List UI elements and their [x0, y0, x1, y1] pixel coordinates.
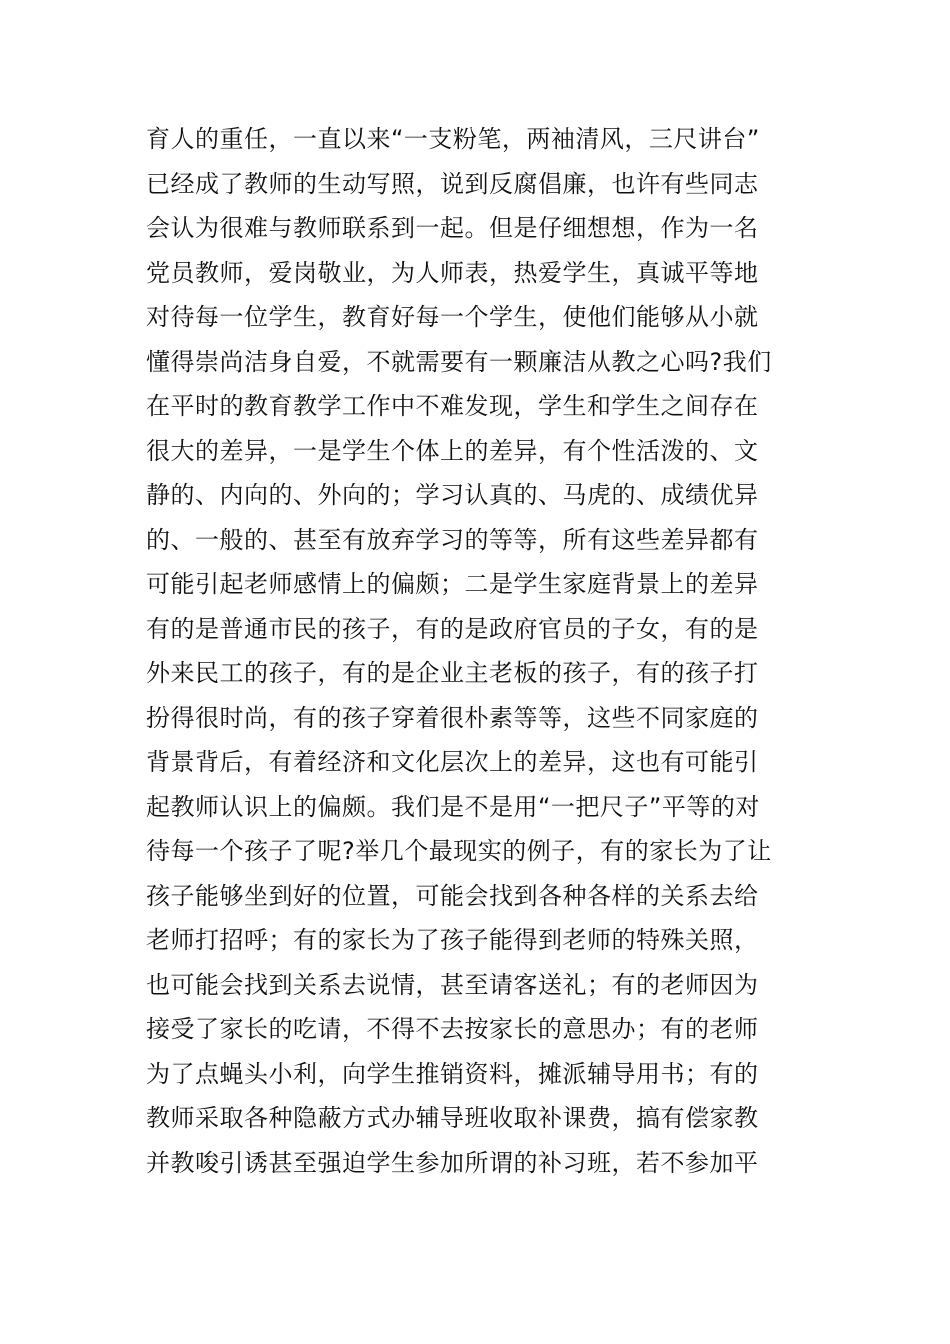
text-line-12: 有的是普通市民的孩子，有的是政府官员的子女，有的是	[146, 614, 759, 643]
text-line-4: 党员教师，爱岗敬业，为人师表，热爱学生，真诚平等地	[146, 258, 759, 287]
text-line-7: 在平时的教育教学工作中不难发现，学生和学生之间存在	[146, 392, 759, 420]
text-line-8: 很大的差异，一是学生个体上的差异，有个性活泼的、文	[146, 436, 759, 465]
text-line-15: 背景背后，有着经济和文化层次上的差异，这也有可能引	[146, 748, 759, 776]
body-paragraph	[146, 117, 816, 1185]
text-line-13: 外来民工的孩子，有的是企业主老板的孩子，有的孩子打	[146, 659, 759, 687]
text-line-19: 老师打招呼；有的家长为了孩子能得到老师的特殊关照，	[146, 926, 759, 954]
text-line-1: 育人的重任，一直以来“一支粉笔，两袖清风，三尺讲台”	[146, 125, 760, 153]
text-line-18: 孩子能够坐到好的位置，可能会找到各种各样的关系去给	[146, 881, 759, 910]
text-line-3: 会认为很难与教师联系到一起。但是仔细想想，作为一名	[146, 214, 759, 242]
text-line-17: 待每一个孩子了呢?举几个最现实的例子，有的家长为了让	[146, 837, 772, 865]
text-line-16: 起教师认识上的偏颇。我们是不是用“一把尺子”平等的对	[146, 792, 760, 821]
text-line-22: 为了点蝇头小利，向学生推销资料，摊派辅导用书；有的	[146, 1059, 759, 1088]
text-line-23: 教师采取各种隐蔽方式办辅导班收取补课费，搞有偿家教	[146, 1104, 759, 1132]
text-line-20: 也可能会找到关系去说情，甚至请客送礼；有的老师因为	[146, 970, 759, 999]
text-line-14: 扮得很时尚，有的孩子穿着很朴素等等，这些不同家庭的	[146, 703, 759, 732]
text-line-21: 接受了家长的吃请，不得不去按家长的意思办；有的老师	[146, 1015, 759, 1043]
text-line-5: 对待每一位学生，教育好每一个学生，使他们能够从小就	[146, 303, 759, 331]
text-line-6: 懂得崇尚洁身自爱，不就需要有一颗廉洁从教之心吗?我们	[146, 347, 772, 376]
text-line-11: 可能引起老师感情上的偏颇；二是学生家庭背景上的差异	[146, 570, 759, 598]
text-line-9: 静的、内向的、外向的；学习认真的、马虎的、成绩优异	[146, 481, 759, 509]
text-line-10: 的、一般的、甚至有放弃学习的等等，所有这些差异都有	[146, 525, 759, 554]
text-line-24: 并教唆引诱甚至强迫学生参加所谓的补习班，若不参加平	[146, 1148, 759, 1177]
text-line-2: 已经成了教师的生动写照，说到反腐倡廉，也许有些同志	[146, 169, 759, 198]
